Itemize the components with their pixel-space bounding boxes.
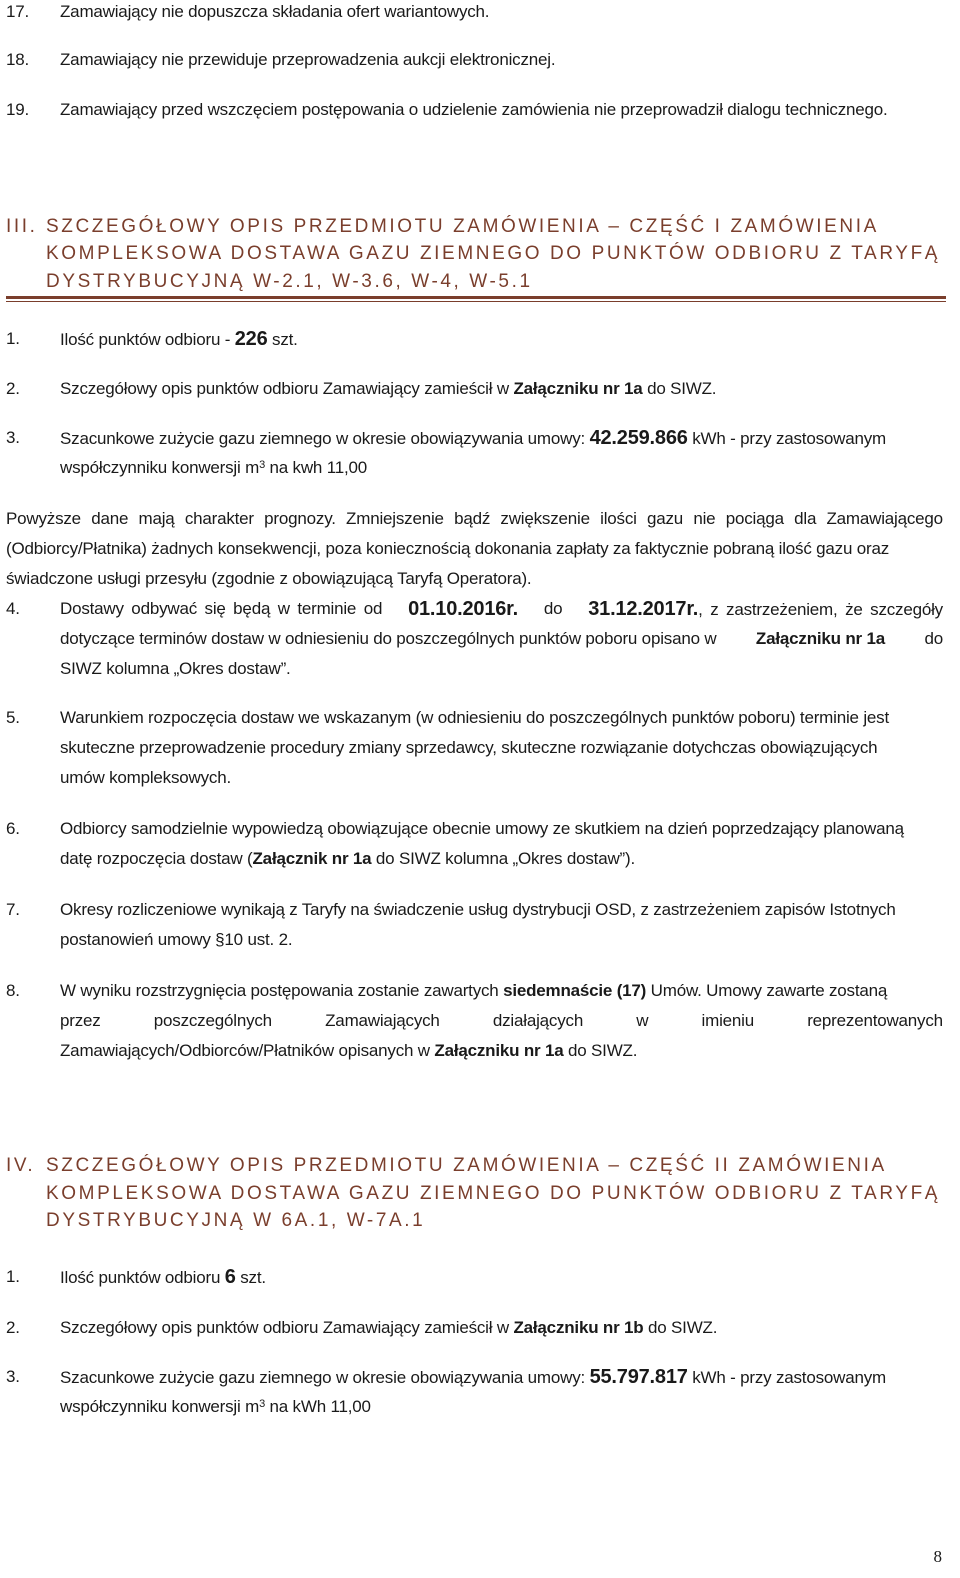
item-text: postanowień umowy §10 ust. 2.	[60, 930, 293, 949]
note-paragraph-line	[6, 507, 943, 531]
delivery-points-count: 226	[234, 328, 268, 350]
item-text-part: do	[543, 599, 563, 618]
item-text	[60, 456, 367, 480]
item-number: 19.	[6, 100, 30, 119]
item-number: 3.	[6, 1367, 20, 1386]
item-text-part: kWh - przy zastosowanym	[687, 1368, 886, 1387]
word: pociąga	[725, 509, 784, 528]
item-text	[60, 597, 943, 622]
item-text: Odbiorcy samodzielnie wypowiedzą obowiązujące obecnie umowy ze skutkiem na dzień poprzedzający planowaną	[60, 819, 904, 838]
section-divider	[6, 296, 946, 299]
item-text-part: do	[924, 629, 943, 648]
word: prognozy.	[264, 509, 336, 528]
gas-consumption-value: 42.259.866	[589, 427, 688, 449]
end-date: 31.12.2017r.	[588, 598, 699, 620]
contract-count: siedemnaście (17)	[503, 981, 647, 1000]
word: w	[636, 1011, 649, 1030]
item-number: 1.	[6, 1267, 20, 1286]
item-text-part: współczynniku konwersji m	[60, 458, 260, 477]
superscript: 3	[259, 1398, 265, 1410]
word: reprezentowanych	[807, 1011, 943, 1030]
section-divider-thin	[6, 301, 946, 302]
item-text	[60, 979, 887, 1003]
item-text: Okresy rozliczeniowe wynikają z Taryfy na świadczenie usług dystrybucji OSD, z zastrzeżeniem zapisów Istotnych	[60, 900, 896, 919]
item-text-part: do SIWZ.	[642, 379, 717, 398]
item-text-part: Dostawy odbywać się będą w terminie od	[60, 599, 383, 618]
item-text: umów kompleksowych.	[60, 768, 231, 787]
gas-consumption-value: 55.797.817	[589, 1366, 688, 1388]
item-text-part: datę rozpoczęcia dostaw (	[60, 849, 253, 868]
word: ilości	[600, 509, 637, 528]
item-text-part: do SIWZ kolumna „Okres dostaw”).	[371, 849, 635, 868]
item-text	[60, 377, 716, 401]
item-text	[60, 627, 943, 651]
word: Zamawiających	[325, 1011, 440, 1030]
item-number: 8.	[6, 981, 20, 1000]
item-text-part: dotyczące terminów dostaw w odniesieniu do poszczególnych punktów poboru opisano w	[60, 629, 717, 648]
section-heading	[6, 213, 879, 241]
word: Zmniejszenie	[346, 509, 444, 528]
item-text-part: Ilość punktów odbioru -	[60, 330, 235, 349]
section-heading-line: DYSTRYBUCYJNĄ W 6A.1, W-7A.1	[46, 1210, 426, 1231]
item-number: 3.	[6, 428, 20, 447]
section-heading-line: DYSTRYBUCYJNĄ W-2.1, W-3.6, W-4, W-5.1	[46, 271, 533, 292]
item-text-part: Szacunkowe zużycie gazu ziemnego w okresie obowiązywania umowy:	[60, 1368, 590, 1387]
item-text-part	[588, 597, 943, 622]
word: Powyższe	[6, 509, 81, 528]
item-text	[60, 327, 298, 352]
attachment-reference: Załączniku nr 1a	[755, 629, 885, 648]
section-heading-number: III.	[6, 216, 38, 237]
item-text-part: na kwh 11,00	[265, 458, 367, 477]
item-text: Warunkiem rozpoczęcia dostaw we wskazanym (w odniesieniu do poszczególnych punktów poboru) terminie jest	[60, 708, 889, 727]
word: mają	[138, 509, 175, 528]
item-number: 5.	[6, 708, 20, 727]
word: zwiększenie	[500, 509, 590, 528]
word: dla	[794, 509, 817, 528]
start-date: 01.10.2016r.	[408, 598, 519, 620]
item-text	[60, 847, 635, 871]
section-heading-line: SZCZEGÓŁOWY OPIS PRZEDMIOTU ZAMÓWIENIA – CZĘŚĆ II ZAMÓWIENIA	[46, 1155, 887, 1176]
word: działających	[492, 1011, 584, 1030]
item-text	[60, 1039, 637, 1063]
item-number: 6.	[6, 819, 20, 838]
item-text: SIWZ kolumna „Okres dostaw”.	[60, 659, 291, 678]
item-text-part: na kWh 11,00	[265, 1397, 371, 1416]
item-text-part: Szczegółowy opis punktów odbioru Zamawiający zamieścił w	[60, 379, 514, 398]
word: gazu	[646, 509, 684, 528]
section-heading-line: SZCZEGÓŁOWY OPIS PRZEDMIOTU ZAMÓWIENIA – CZĘŚĆ I ZAMÓWIENIA	[46, 216, 879, 237]
item-text-part: Ilość punktów odbioru	[60, 1268, 225, 1287]
item-text	[60, 1395, 371, 1419]
item-text-part: do SIWZ.	[563, 1041, 638, 1060]
page-number: 8	[933, 1547, 942, 1566]
item-text	[60, 1365, 886, 1390]
attachment-reference: Załączniku nr 1a	[434, 1041, 564, 1060]
item-text-part: Zamawiających/Odbiorców/Płatników opisanych w	[60, 1041, 435, 1060]
word: charakter	[184, 509, 254, 528]
item-text	[60, 1009, 943, 1033]
superscript: 3	[259, 459, 265, 471]
attachment-reference: Załączniku nr 1a	[513, 379, 643, 398]
item-number: 7.	[6, 900, 20, 919]
item-text-part: do SIWZ.	[643, 1318, 718, 1337]
item-text-part: , z zastrzeżeniem, że szczegóły	[698, 600, 943, 619]
note-paragraph-line: świadczone usługi przesyłu (zgodnie z obowiązującą Taryfą Operatora).	[6, 569, 532, 588]
item-number: 17.	[6, 2, 30, 21]
item-number: 2.	[6, 379, 20, 398]
item-text-part: kWh - przy zastosowanym	[687, 429, 886, 448]
word: nie	[693, 509, 716, 528]
item-text: skuteczne przeprowadzenie procedury zmiany sprzedawcy, skuteczne rozwiązanie dotychczas obowiązujących	[60, 738, 878, 757]
item-number: 4.	[6, 599, 20, 618]
word: dane	[91, 509, 129, 528]
section-heading-line: KOMPLEKSOWA DOSTAWA GAZU ZIEMNEGO DO PUNKTÓW ODBIORU Z TARYFĄ	[46, 1183, 941, 1204]
item-text-part: W wyniku rozstrzygnięcia postępowania zostanie zawartych	[60, 981, 504, 1000]
word: imieniu	[701, 1011, 755, 1030]
section-heading-number: IV.	[6, 1155, 36, 1176]
item-text	[60, 426, 886, 451]
word: przez	[60, 1011, 101, 1030]
section-heading-line: KOMPLEKSOWA DOSTAWA GAZU ZIEMNEGO DO PUNKTÓW ODBIORU Z TARYFĄ	[46, 243, 941, 264]
item-text: Zamawiający przed wszczęciem postępowania o udzielenie zamówienia nie przeprowadził dialogu technicznego.	[60, 100, 888, 119]
item-text-part: współczynniku konwersji m	[60, 1397, 260, 1416]
attachment-reference: Załączniku nr 1b	[513, 1318, 644, 1337]
item-number: 2.	[6, 1318, 20, 1337]
delivery-points-count: 6	[224, 1266, 236, 1288]
word: bądź	[454, 509, 491, 528]
item-text	[60, 1316, 717, 1340]
item-text	[60, 1265, 266, 1290]
item-number: 18.	[6, 50, 30, 69]
note-paragraph-line: (Odbiorcy/Płatnika) żadnych konsekwencji, poza koniecznością dokonania zapłaty za faktycznie pobraną ilość gazu oraz	[6, 539, 890, 558]
unit-label: szt.	[267, 330, 298, 349]
item-number: 1.	[6, 329, 20, 348]
word: poszczególnych	[153, 1011, 272, 1030]
item-text: Zamawiający nie dopuszcza składania ofert wariantowych.	[60, 2, 490, 21]
item-text-part: Szacunkowe zużycie gazu ziemnego w okresie obowiązywania umowy:	[60, 429, 590, 448]
section-heading	[6, 1152, 887, 1180]
unit-label: szt.	[235, 1268, 266, 1287]
item-text-part: Umów. Umowy zawarte zostaną	[646, 981, 888, 1000]
item-text: Zamawiający nie przewiduje przeprowadzenia aukcji elektronicznej.	[60, 50, 556, 69]
word: Zamawiającego	[826, 509, 943, 528]
item-text-part: Szczegółowy opis punktów odbioru Zamawiający zamieścił w	[60, 1318, 514, 1337]
attachment-reference: Załącznik nr 1a	[252, 849, 372, 868]
